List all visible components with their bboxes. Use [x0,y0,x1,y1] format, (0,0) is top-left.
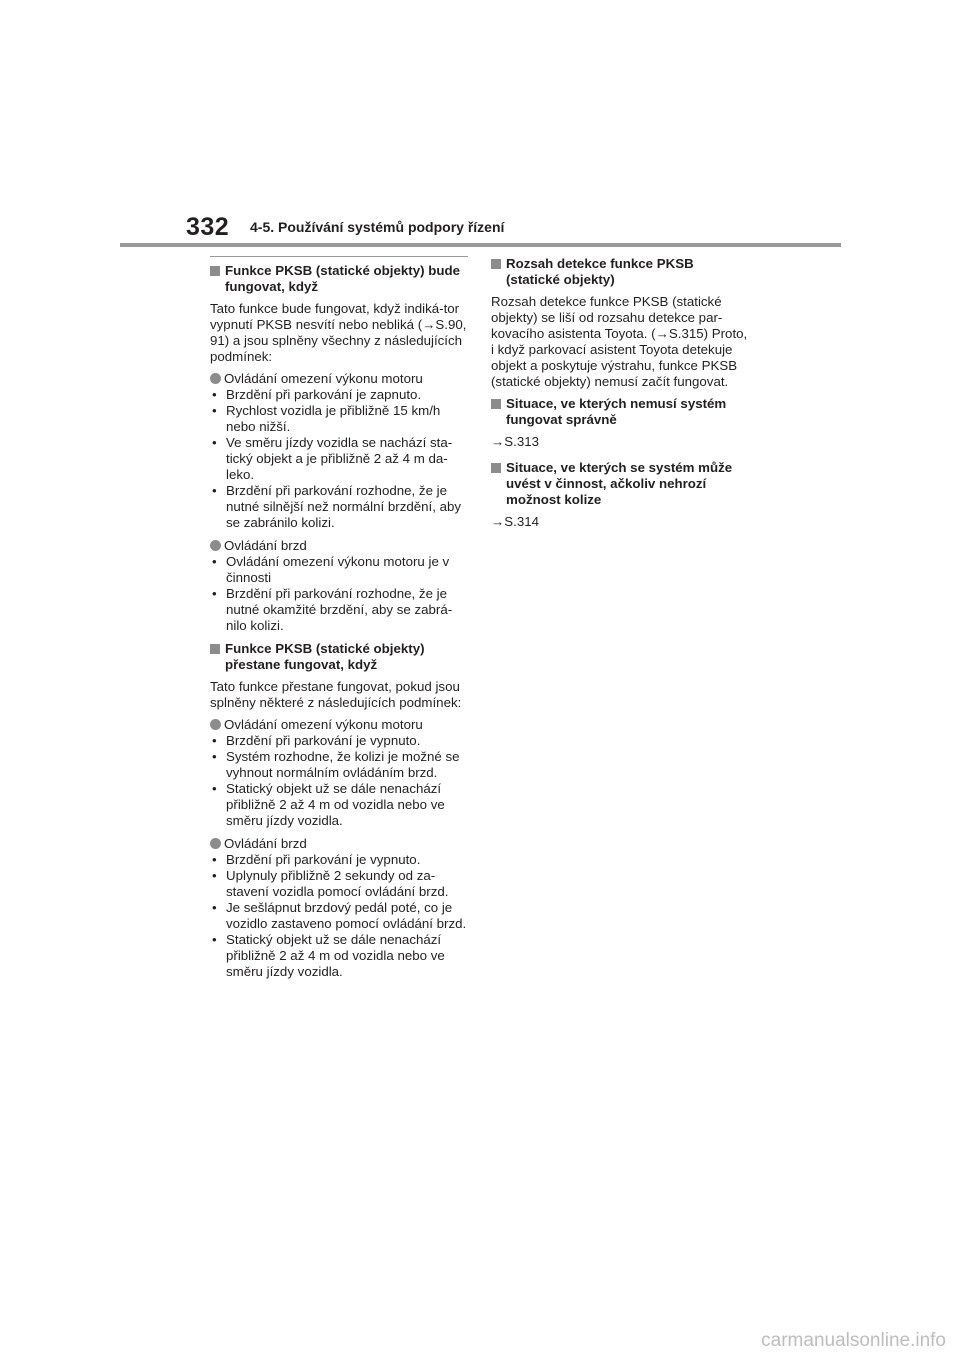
list-item: • Ovládání omezení výkonu motoru je v činnosti [210,554,468,586]
section-paragraph: Tato funkce bude fungovat, když indiká-tor vypnutí PKSB nesvítí nebo nebliká (→S.90, 91) a jsou splněny všechny z následujících podmínek: [210,301,467,364]
section-heading: Rozsah detekce funkce PKSB (statické objekty) [506,256,694,287]
square-bullet-icon [210,266,220,276]
section-heading: Funkce PKSB (statické objekty) bude fungovat, když [225,263,460,294]
square-bullet-icon [491,259,501,269]
section-heading: Funkce PKSB (statické objekty) přestane fungovat, když [225,641,425,672]
section-heading: Situace, ve kterých nemusí systém fungovat správně [506,396,727,427]
square-bullet-icon [210,644,220,654]
bullet-list [210,852,468,980]
list-item: • Statický objekt už se dále nenachází přibližně 2 až 4 m od vozidla nebo ve směru jízdy vozidla. [210,932,468,980]
section-pksb-stops [210,641,468,980]
square-bullet-icon [491,399,501,409]
left-column [210,256,468,987]
circle-bullet-icon [210,719,221,730]
list-item: • Brzdění při parkování je zapnuto. [210,387,468,403]
watermark: carmanualsonline.info [761,1330,946,1351]
condition-group [210,836,468,980]
section-may-not-work [491,396,749,450]
bullet-list [210,733,468,829]
chapter-title: 4-5. Používání systémů podpory řízení [250,219,505,235]
section-paragraph: Tato funkce přestane fungovat, pokud jsou splněny některé z následujících podmínek: [210,679,462,710]
header-rule [120,243,841,247]
bullet-list [210,387,468,531]
list-item: • Statický objekt už se dále nenachází přibližně 2 až 4 m od vozidla nebo ve směru jízdy vozidla. [210,781,468,829]
circle-bullet-icon [210,373,221,384]
page-number: 332 [186,213,230,241]
circle-bullet-icon [210,540,221,551]
list-item: • Systém rozhodne, že kolizi je možné se vyhnout normálním ovládáním brzd. [210,749,468,781]
list-item: • Uplynuly přibližně 2 sekundy od za-stavení vozidla pomocí ovládání brzd. [210,868,468,900]
condition-group [210,371,468,531]
section-paragraph: Rozsah detekce funkce PKSB (statické objekty) se liší od rozsahu detekce par-kovacího asistenta Toyota. (→S.315) Proto, i když parkovací asistent Toyota detekuje objekt a poskytuje výstrahu, funkce PKSB (statické objekty) nemusí začít fungovat. [491,294,748,389]
column-rule [210,256,468,257]
list-item: • Brzdění při parkování rozhodne, že je nutné silnější než normální brzdění, aby se zabránilo kolizi. [210,483,468,531]
group-title: Ovládání brzd [224,836,307,851]
list-item: • Brzdění při parkování je vypnuto. [210,852,468,868]
list-item: • Je sešlápnut brzdový pedál poté, co je vozidlo zastaveno pomocí ovládání brzd. [210,900,468,932]
section-detection-range [491,256,749,390]
page-reference-link[interactable]: →S.314 [491,514,540,529]
section-may-activate [491,460,749,530]
group-title: Ovládání omezení výkonu motoru [224,717,423,732]
group-title: Ovládání omezení výkonu motoru [224,371,423,386]
section-pksb-operates [210,263,468,634]
list-item: • Ve směru jízdy vozidla se nachází sta-tický objekt a je přibližně 2 až 4 m da-leko. [210,435,468,483]
list-item: • Brzdění při parkování je vypnuto. [210,733,468,749]
list-item: • Brzdění při parkování rozhodne, že je nutné okamžité brzdění, aby se zabrá-nilo kolizi. [210,586,468,634]
right-column [491,256,749,540]
section-heading: Situace, ve kterých se systém může uvést v činnost, ačkoliv nehrozí možnost kolize [506,460,733,507]
square-bullet-icon [491,463,501,473]
condition-group [210,717,468,829]
condition-group [210,538,468,634]
bullet-list [210,554,468,634]
group-title: Ovládání brzd [224,538,307,553]
page-reference-link[interactable]: →S.313 [491,434,540,449]
circle-bullet-icon [210,838,221,849]
list-item: • Rychlost vozidla je přibližně 15 km/h nebo nižší. [210,403,468,435]
